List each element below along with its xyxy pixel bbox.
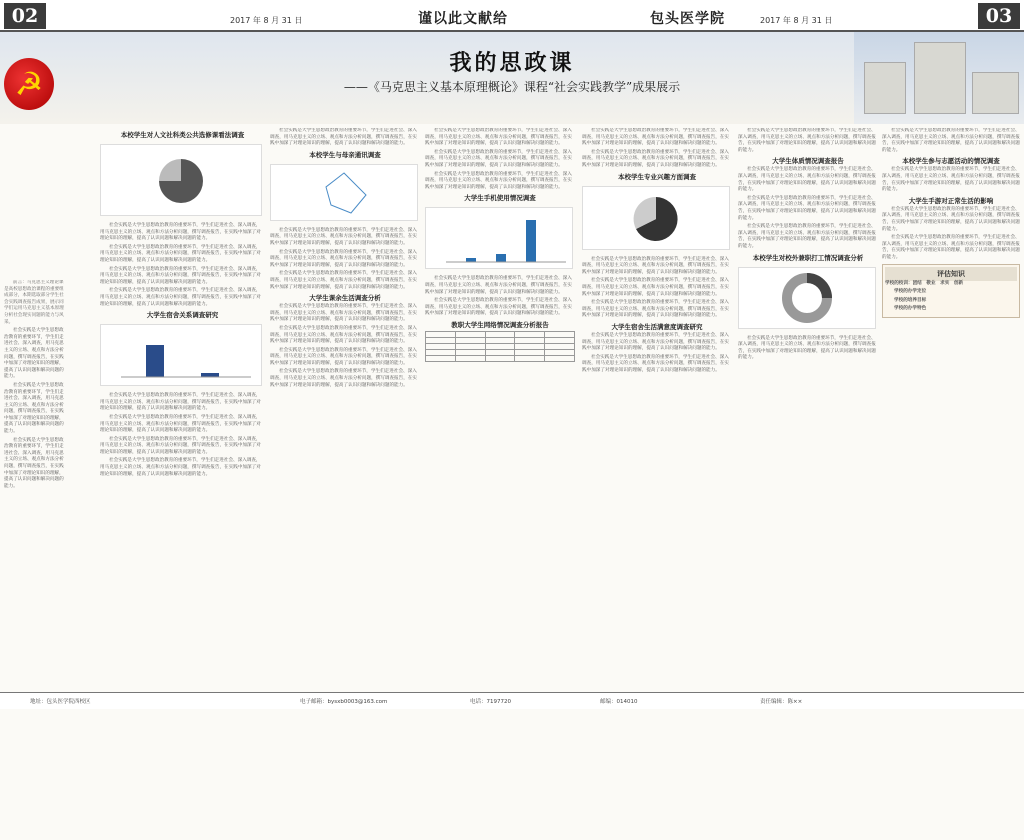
box-title: 评估知识 bbox=[885, 267, 1017, 281]
body-text: 社会实践是大学生思想政治教育的重要环节，学生们走进社会、深入调查，用马克思主义的立场、观点和方法分析问题，撰写调查报告，在实践中加深了对理论知识的理解，提高了认识问题和解决问题的能力。 bbox=[4, 328, 64, 380]
body-text: 社会实践是大学生思想政治教育的重要环节，学生们走进社会、深入调查，用马克思主义的立场、观点和方法分析问题，撰写调查报告，在实践中加深了对理论知识的理解，提高了认识问题和解决问题的能力。 bbox=[582, 256, 730, 275]
body-text: 社会实践是大学生思想政治教育的重要环节，学生们走进社会、深入调查，用马克思主义的立场、观点和方法分析问题，撰写调查报告，在实践中加深了对理论知识的理解，提高了认识问题和解决问题的能力。 bbox=[738, 128, 876, 153]
party-emblem-icon: ☭ bbox=[4, 58, 54, 110]
page-subtitle: ——《马克思主义基本原理概论》课程“社会实践教学”成果展示 bbox=[343, 80, 681, 94]
body-text: 社会实践是大学生思想政治教育的重要环节，学生们走进社会、深入调查，用马克思主义的立场、观点和方法分析问题，撰写调查报告，在实践中加深了对理论知识的理解，提高了认识问题和解决问题的能力。 bbox=[425, 298, 573, 317]
date-right: 2017 年 8 月 31 日 bbox=[760, 16, 833, 25]
body-text: 社会实践是大学生思想政治教育的重要环节，学生们走进社会、深入调查，用马克思主义的立场、观点和方法分析问题，撰写调查报告，在实践中加深了对理论知识的理解，提高了认识问题和解决问题的能力。 bbox=[100, 393, 261, 412]
body-text: 社会实践是大学生思想政治教育的重要环节，学生们走进社会、深入调查，用马克思主义的立场、观点和方法分析问题，撰写调查报告，在实践中加深了对理论知识的理解，提高了认识问题和解决问题的能力。 bbox=[582, 300, 730, 319]
body-text: 社会实践是大学生思想政治教育的重要环节，学生们走进社会、深入调查，用马克思主义的立场、观点和方法分析问题，撰写调查报告，在实践中加深了对理论知识的理解，提高了认识问题和解决问题的能力。 bbox=[100, 436, 261, 455]
column-7 bbox=[882, 128, 1020, 688]
donut-chart bbox=[738, 267, 876, 329]
body-text: 社会实践是大学生思想政治教育的重要环节，学生们走进社会、深入调查，用马克思主义的立场、观点和方法分析问题，撰写调查报告，在实践中加深了对理论知识的理解，提高了认识问题和解决问题的能力。 bbox=[738, 167, 876, 193]
section-heading: 大学生宿舍生活满意度调查研究 bbox=[611, 322, 703, 331]
body-text: 社会实践是大学生思想政治教育的重要环节，学生们走进社会、深入调查，用马克思主义的立场、观点和方法分析问题，撰写调查报告，在实践中加深了对理论知识的理解，提高了认识问题和解决问题的能力。 bbox=[738, 195, 876, 221]
intro-text: 前言：马克思主义理论课是高校思想政治课程的重要组成部分，本期选取部分学生社会实践调查报告成果，展示同学们运用马克思主义基本原理分析社会现实问题的能力与风采。 bbox=[4, 280, 64, 325]
section-heading: 教职大学生网络情况调查分析报告 bbox=[451, 320, 549, 329]
body-text: 社会实践是大学生思想政治教育的重要环节，学生们走进社会、深入调查，用马克思主义的立场、观点和方法分析问题，撰写调查报告，在实践中加深了对理论知识的理解，提高了认识问题和解决问题的能力。 bbox=[270, 249, 418, 268]
box-item: 学校的办学特色 bbox=[894, 306, 927, 312]
intro-column bbox=[4, 280, 68, 840]
body-text: 社会实践是大学生思想政治教育的重要环节，学生们走进社会、深入调查，用马克思主义的立场、观点和方法分析问题，撰写调查报告，在实践中加深了对理论知识的理解，提高了认识问题和解决问题的能力。 bbox=[4, 437, 64, 489]
date-left: 2017 年 8 月 31 日 bbox=[230, 16, 303, 25]
section-heading: 大学生宿舍关系调查研究 bbox=[146, 311, 219, 320]
data-table bbox=[425, 331, 575, 362]
top-bar bbox=[0, 0, 1024, 32]
body-text: 社会实践是大学生思想政治教育的重要环节，学生们走进社会、深入调查，用马克思主义的立场、观点和方法分析问题，撰写调查报告，在实践中加深了对理论知识的理解，提高了认识问题和解决问题的能力。 bbox=[270, 369, 418, 388]
assessment-box bbox=[882, 264, 1020, 318]
body-text: 社会实践是大学生思想政治教育的重要环节，学生们走进社会、深入调查，用马克思主义的立场、观点和方法分析问题，撰写调查报告，在实践中加深了对理论知识的理解，提高了认识问题和解决问题的能力。 bbox=[270, 304, 418, 323]
column-5 bbox=[582, 128, 732, 688]
pie-chart bbox=[100, 144, 262, 216]
page-title: 我的思政课 bbox=[449, 50, 575, 76]
body-text: 社会实践是大学生思想政治教育的重要环节，学生们走进社会、深入调查，用马克思主义的立场、观点和方法分析问题，撰写调查报告，在实践中加深了对理论知识的理解，提高了认识问题和解决问题的能力。 bbox=[425, 149, 573, 168]
footer-email: 电子邮箱：bysxb0003@163.com bbox=[300, 699, 388, 705]
page-number-right: 03 bbox=[978, 3, 1020, 29]
pie-chart bbox=[582, 186, 730, 250]
body-text: 社会实践是大学生思想政治教育的重要环节，学生们走进社会、深入调查，用马克思主义的立场、观点和方法分析问题，撰写调查报告，在实践中加深了对理论知识的理解，提高了认识问题和解决问题的能力。 bbox=[738, 335, 876, 361]
body-text: 社会实践是大学生思想政治教育的重要环节，学生们走进社会、深入调查，用马克思主义的立场、观点和方法分析问题，撰写调查报告，在实践中加深了对理论知识的理解，提高了认识问题和解决问题的能力。 bbox=[738, 224, 876, 249]
body-text: 社会实践是大学生思想政治教育的重要环节，学生们走进社会、深入调查，用马克思主义的立场、观点和方法分析问题，撰写调查报告，在实践中加深了对理论知识的理解，提高了认识问题和解决问题的能力。 bbox=[100, 266, 261, 285]
body-text: 社会实践是大学生思想政治教育的重要环节，学生们走进社会、深入调查，用马克思主义的立场、观点和方法分析问题，撰写调查报告，在实践中加深了对理论知识的理解，提高了认识问题和解决问题的能力。 bbox=[582, 278, 730, 297]
section-heading: 本校学生专业兴趣方面调查 bbox=[618, 172, 696, 181]
masthead-right: 包头医学院 bbox=[650, 11, 725, 27]
page-number-left: 02 bbox=[4, 3, 46, 29]
section-heading: 大学生体质情况调查报告 bbox=[772, 157, 844, 166]
body-text: 社会实践是大学生思想政治教育的重要环节，学生们走进社会、深入调查，用马克思主义的立场、观点和方法分析问题，撰写调查报告，在实践中加深了对理论知识的理解，提高了认识问题和解决问题的能力。 bbox=[425, 276, 573, 295]
section-heading: 大学生课余生活调查分析 bbox=[309, 294, 381, 303]
box-motto: 学校的校训：团结 敬业 求实 创新 bbox=[885, 280, 964, 286]
body-text: 社会实践是大学生思想政治教育的重要环节，学生们走进社会、深入调查，用马克思主义的立场、观点和方法分析问题，撰写调查报告，在实践中加深了对理论知识的理解，提高了认识问题和解决问题的能力。 bbox=[270, 347, 418, 366]
column-2 bbox=[100, 128, 265, 688]
radar-chart bbox=[270, 164, 418, 221]
body-text: 社会实践是大学生思想政治教育的重要环节，学生们走进社会、深入调查，用马克思主义的立场、观点和方法分析问题，撰写调查报告，在实践中加深了对理论知识的理解，提高了认识问题和解决问题的能力。 bbox=[100, 458, 261, 477]
column-4 bbox=[425, 128, 575, 688]
box-item: 学校的办学定位 bbox=[894, 289, 927, 295]
body-text: 社会实践是大学生思想政治教育的重要环节，学生们走进社会、深入调查，用马克思主义的立场、观点和方法分析问题，撰写调查报告，在实践中加深了对理论知识的理解，提高了认识问题和解决问题的能力。 bbox=[882, 128, 1020, 153]
section-heading: 本校学生对人文社科类公共选修课看法调查 bbox=[120, 131, 245, 139]
bar-chart bbox=[100, 324, 262, 386]
footer-phone: 电话：7197720 bbox=[470, 699, 511, 705]
body-text: 社会实践是大学生思想政治教育的重要环节，学生们走进社会、深入调查，用马克思主义的立场、观点和方法分析问题，撰写调查报告，在实践中加深了对理论知识的理解，提高了认识问题和解决问题的能力。 bbox=[582, 332, 730, 352]
body-text: 社会实践是大学生思想政治教育的重要环节，学生们走进社会、深入调查，用马克思主义的立场、观点和方法分析问题，撰写调查报告，在实践中加深了对理论知识的理解，提高了认识问题和解决问题的能力。 bbox=[4, 382, 64, 435]
column-3 bbox=[270, 128, 420, 688]
body-text: 社会实践是大学生思想政治教育的重要环节，学生们走进社会、深入调查，用马克思主义的立场、观点和方法分析问题，撰写调查报告，在实践中加深了对理论知识的理解，提高了认识问题和解决问题的能力。 bbox=[270, 227, 418, 246]
body-text: 社会实践是大学生思想政治教育的重要环节，学生们走进社会、深入调查，用马克思主义的立场、观点和方法分析问题，撰写调查报告，在实践中加深了对理论知识的理解，提高了认识问题和解决问题的能力。 bbox=[100, 288, 261, 307]
box-item: 学校的培养目标 bbox=[894, 297, 927, 303]
body-text: 社会实践是大学生思想政治教育的重要环节，学生们走进社会、深入调查，用马克思主义的立场、观点和方法分析问题，撰写调查报告，在实践中加深了对理论知识的理解，提高了认识问题和解决问题的能力。 bbox=[425, 171, 573, 190]
section-heading: 本校学生参与志愿活动的情况调查 bbox=[902, 157, 1000, 166]
body-text: 社会实践是大学生思想政治教育的重要环节，学生们走进社会、深入调查，用马克思主义的立场、观点和方法分析问题，撰写调查报告，在实践中加深了对理论知识的理解，提高了认识问题和解决问题的能力。 bbox=[270, 325, 418, 345]
footer-address: 地址：包头医学院西校区 bbox=[30, 699, 91, 705]
body-text: 社会实践是大学生思想政治教育的重要环节，学生们走进社会、深入调查，用马克思主义的立场、观点和方法分析问题，撰写调查报告，在实践中加深了对理论知识的理解，提高了认识问题和解决问题的能力。 bbox=[425, 128, 573, 147]
body-text: 社会实践是大学生思想政治教育的重要环节，学生们走进社会、深入调查，用马克思主义的立场、观点和方法分析问题，撰写调查报告，在实践中加深了对理论知识的理解，提高了认识问题和解决问题的能力。 bbox=[882, 167, 1020, 193]
page-footer bbox=[0, 692, 1024, 709]
body-text: 社会实践是大学生思想政治教育的重要环节，学生们走进社会、深入调查，用马克思主义的立场、观点和方法分析问题，撰写调查报告，在实践中加深了对理论知识的理解，提高了认识问题和解决问题的能力。 bbox=[100, 223, 261, 242]
masthead-left: 谨以此文献给 bbox=[418, 11, 508, 27]
body-text: 社会实践是大学生思想政治教育的重要环节，学生们走进社会、深入调查，用马克思主义的立场、观点和方法分析问题，撰写调查报告，在实践中加深了对理论知识的理解，提高了认识问题和解决问题的能力。 bbox=[882, 235, 1020, 260]
section-heading: 大学生手游对正常生活的影响 bbox=[908, 196, 994, 205]
body-text: 社会实践是大学生思想政治教育的重要环节，学生们走进社会、深入调查，用马克思主义的立场、观点和方法分析问题，撰写调查报告，在实践中加深了对理论知识的理解，提高了认识问题和解决问题的能力。 bbox=[100, 414, 261, 434]
body-text: 社会实践是大学生思想政治教育的重要环节，学生们走进社会、深入调查，用马克思主义的立场、观点和方法分析问题，撰写调查报告，在实践中加深了对理论知识的理解，提高了认识问题和解决问题的能力。 bbox=[270, 128, 418, 147]
body-text: 社会实践是大学生思想政治教育的重要环节，学生们走进社会、深入调查，用马克思主义的立场、观点和方法分析问题，撰写调查报告，在实践中加深了对理论知识的理解，提高了认识问题和解决问题的能力。 bbox=[582, 149, 730, 168]
section-heading: 本校学生与母亲通讯调查 bbox=[309, 150, 381, 159]
bar-chart bbox=[425, 207, 573, 269]
column-6 bbox=[738, 128, 878, 688]
body-text: 社会实践是大学生思想政治教育的重要环节，学生们走进社会、深入调查，用马克思主义的立场、观点和方法分析问题，撰写调查报告，在实践中加深了对理论知识的理解，提高了认识问题和解决问题的能力。 bbox=[882, 206, 1020, 232]
footer-postcode: 邮编：014010 bbox=[600, 699, 638, 705]
body-text: 社会实践是大学生思想政治教育的重要环节，学生们走进社会、深入调查，用马克思主义的立场、观点和方法分析问题，撰写调查报告，在实践中加深了对理论知识的理解，提高了认识问题和解决问题的能力。 bbox=[582, 128, 730, 147]
section-heading: 大学生手机使用情况调查 bbox=[464, 194, 536, 203]
body-text: 社会实践是大学生思想政治教育的重要环节，学生们走进社会、深入调查，用马克思主义的立场、观点和方法分析问题，撰写调查报告，在实践中加深了对理论知识的理解，提高了认识问题和解决问题的能力。 bbox=[100, 244, 261, 263]
section-heading: 本校学生对校外兼职打工情况调查分析 bbox=[752, 253, 864, 262]
body-text: 社会实践是大学生思想政治教育的重要环节，学生们走进社会、深入调查，用马克思主义的立场、观点和方法分析问题，撰写调查报告，在实践中加深了对理论知识的理解，提高了认识问题和解决问题的能力。 bbox=[270, 271, 418, 290]
footer-editor: 责任编辑：陈×× bbox=[760, 699, 803, 705]
body-text: 社会实践是大学生思想政治教育的重要环节，学生们走进社会、深入调查，用马克思主义的立场、观点和方法分析问题，撰写调查报告，在实践中加深了对理论知识的理解，提高了认识问题和解决问题的能力。 bbox=[582, 354, 730, 373]
